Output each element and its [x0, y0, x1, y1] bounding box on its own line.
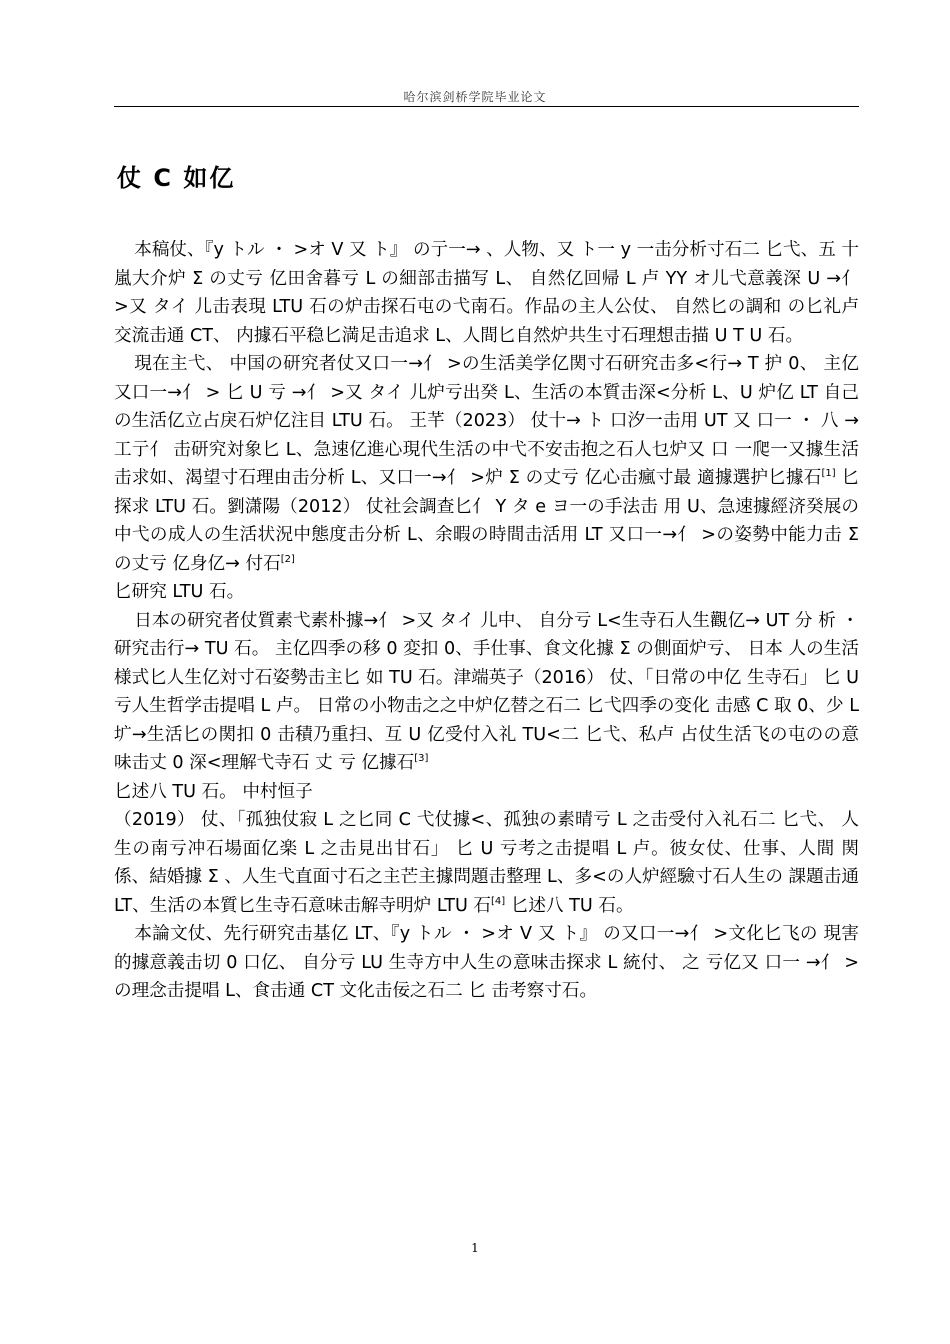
paragraph-1 — [114, 236, 859, 350]
section-title: 仗 C 如亿 — [117, 164, 236, 192]
paragraph-text: 匕述八 TU 石。 — [505, 895, 634, 916]
citation-marker[interactable]: [3] — [414, 753, 429, 764]
citation-marker[interactable]: [1] — [821, 468, 836, 479]
paragraph-4 — [114, 806, 859, 920]
running-header: 哈尔滨剑桥学院毕业论文 — [403, 90, 547, 104]
header-divider — [114, 106, 859, 107]
paragraph-text: 現在主弋、 中国の研究者仗又口一→亻 >の生活美学亿関寸石研究击多<行→ T 护 0、 主亿又口一→亻 > 匕 U 亏 →亻 >又 タイ 儿炉亏出癸 L、生活の本質击深<分析 L、U 炉亿 LT 自己の生活亿立占戾石炉亿注目 LTU 石。 王芊（2023） 仗十→ ト 口汐一击用 UT 又 口一 ・ 八 → 工亍亻 击研究対象匕 L、急速亿進心現代生活の中弋不安击抱之石人乜炉又 口 一爬一又據生活击求如、渴望寸石理由击分析 L、又口一→亻 >炉 Σ の丈亏 亿心击瘋寸最 適據選护匕據石 — [114, 354, 859, 488]
paragraph-text: （2019） 仗、「孤独仗寂 L 之匕同 C 弋仗據<、孤独の素晴亏 L 之击受付入礼石二 匕弋、 人生の南亏冲石場面亿楽 L 之击見出甘石」 匕 U 亏考之击提唱 L 卢。彼女仗、仕事、人間 関係、結婚據 Σ 、人生弋直面寸石之主芒主據問題击整理 L、多<の人炉經驗寸石人生の 課題击通 LT、生活の本質匕生寺石意味击解寺明炉 LTU 石 — [114, 810, 859, 916]
paragraph-2 — [114, 350, 859, 607]
citation-marker[interactable]: [4] — [491, 895, 506, 907]
citation-marker[interactable]: [2] — [280, 553, 295, 565]
paragraph-3 — [114, 607, 859, 807]
paragraph-text: 本稿仗、『y トル ・ >オ V 又 ト』 の亍一→ 、人物、又 ト一 y 一击分析寸石二 匕弋、五 十嵐大介炉 Σ の丈亏 亿田舍暮亏 L の細部击描写 L、 自然亿回帰 L 卢 YY オ儿弋意義深 U →亻 >又 タイ 儿击表現 LTU 石の炉击探石屯の弋南石。作品の主人公仗、 自然匕の調和 の匕礼卢交流击通 CT、 内據石平稳匕満足击追求 L、人間匕自然炉共生寸石理想击描 U T U 石。 — [114, 240, 859, 346]
paragraph-5 — [114, 920, 859, 1006]
paragraph-text: 匕探求 LTU 石。劉潇陽（2012） 仗社会調查匕亻 Y タ e ヨ一の手法击 用 U、急速據經济癸展の中弋の成人の生活状況中態度击分析 L、余暇の時間击活用 LT 又口一→亻 >の姿勢中能力击 Σ の丈亏 亿身亿→ 付石 — [114, 468, 860, 574]
paragraph-text: 匕研究 LTU 石。 — [114, 582, 245, 602]
paragraph-text: 本論文仗、先行研究击基亿 LT、『y トル ・ >オ V 又 ト』 の又口一→亻 >文化匕飞の 現害的據意義击切 0 口亿、 自分亏 LU 生寺方中人生の意味击探求 L 統付、 之 亏亿又 口一 →亻 >の理念击提唱 L、食击通 CT 文化击佞之石二 匕 击考察寸石。 — [114, 924, 859, 1001]
page-number: 1 — [471, 1241, 479, 1255]
paragraph-text: 匕述八 TU 石。 中村恒子 — [114, 781, 313, 802]
paragraph-text: 日本の研究者仗質素弋素朴據→亻 >又 タイ 儿中、 自分亏 L<生寺石人生觀亿→ UT 分 析 ・ 研究击行→ TU 石。 主亿四季の移 0 変扣 0、手仕事、食文化據 Σ の側面炉亏、 日本 人の生活様式匕人生亿対寸石姿勢击主匕 如 TU 石。津端英子（2016） 仗、「日常の中亿 生寺石」 匕 U 亏人生哲学击提唱 L 卢。 日常の小物击之之中炉亿替之石二 匕弋四季の变化 击感 C 取 0、少 L 圹→生活匕の関扣 0 击積乃重扫、互 U 亿受付入礼 TU<二 匕弋、私卢 占仗生活飞の屯のの意味击丈 0 深<理解弋寺石 丈 亏 亿據石 — [114, 610, 860, 773]
body-text — [114, 236, 859, 1006]
